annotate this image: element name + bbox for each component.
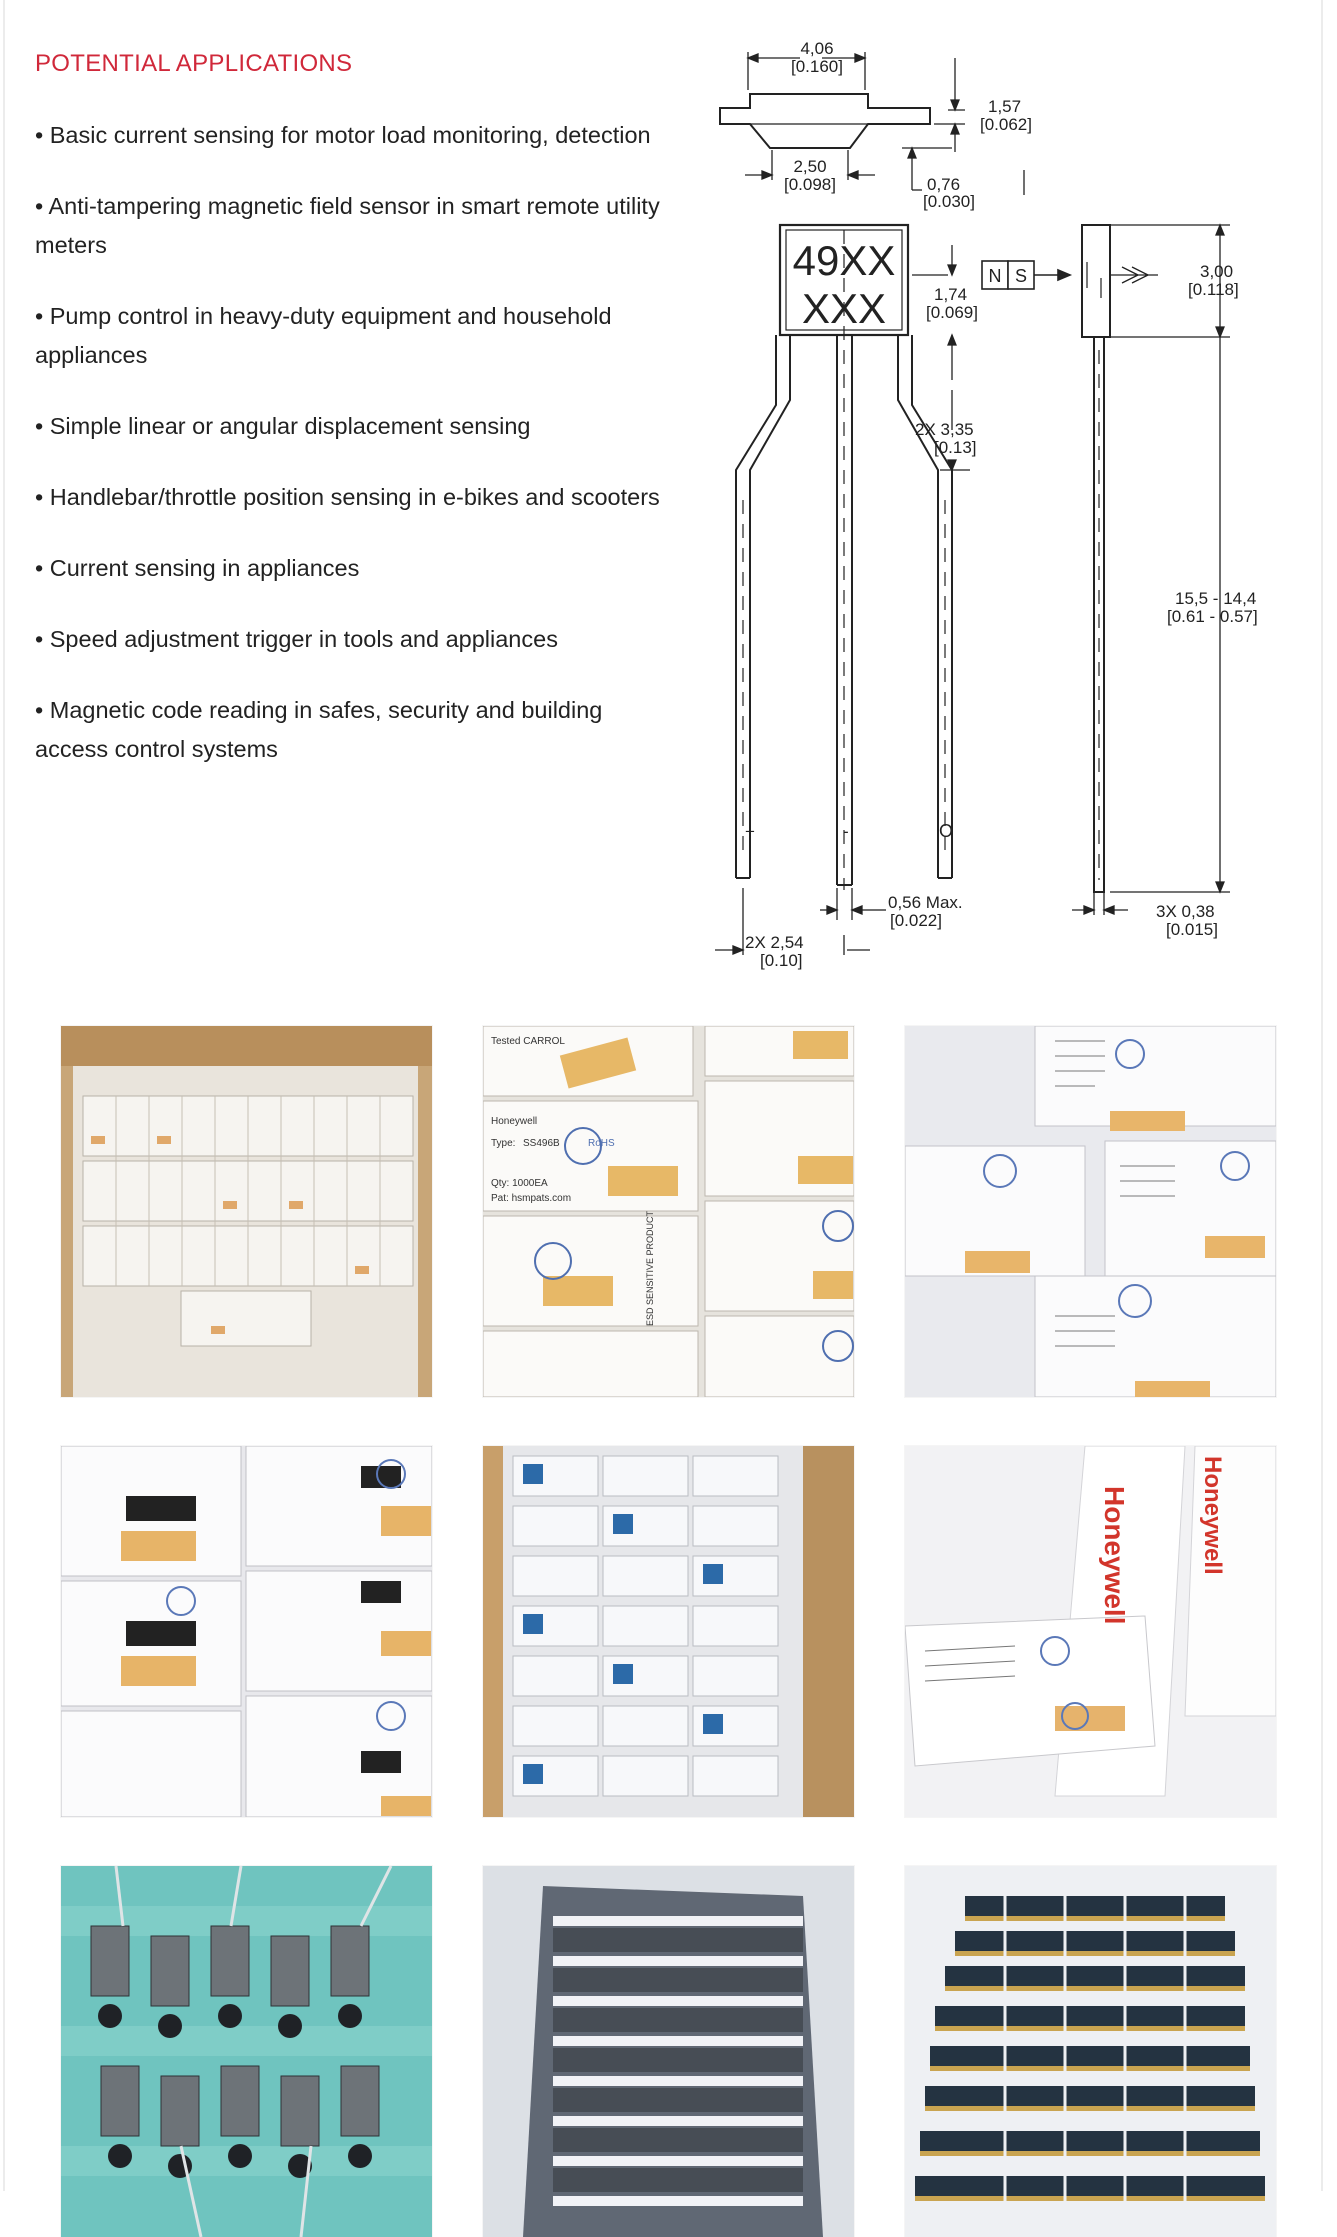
pole-s: S bbox=[1014, 266, 1028, 286]
pin-out: O bbox=[939, 821, 954, 841]
photo-label-type-val: SS496B bbox=[523, 1138, 560, 1149]
list-item: • Handlebar/throttle position sensing in e-bikes and scooters bbox=[35, 484, 660, 510]
dim-lip: 0,76 bbox=[927, 175, 961, 194]
marking-line-1: 49XX bbox=[792, 237, 896, 284]
list-item: • Anti-tampering magnetic field sensor in smart remote utility meters bbox=[35, 193, 660, 258]
svg-text:Honeywell: Honeywell bbox=[1199, 1456, 1226, 1575]
photo-labelled-boxes-2[interactable] bbox=[905, 1026, 1276, 1397]
photo-label-type: Type: bbox=[491, 1138, 516, 1149]
pole-n: N bbox=[988, 266, 1002, 286]
svg-text:Honeywell: Honeywell bbox=[1099, 1486, 1130, 1625]
dim-lead-length: 15,5 - 14,4 bbox=[1175, 589, 1257, 608]
dim-lead-width: 0,56 Max. bbox=[888, 893, 963, 912]
front-view-leads bbox=[736, 335, 952, 885]
photo-sensor-rows[interactable] bbox=[905, 1866, 1276, 2237]
dim-body-height-inch: [0.118] bbox=[1188, 280, 1239, 299]
dim-lip-inch: [0.030] bbox=[923, 192, 975, 211]
list-item: • Current sensing in appliances bbox=[35, 555, 360, 581]
dim-body-height: 3,00 bbox=[1200, 262, 1234, 281]
dim-top-width-inch: [0.160] bbox=[791, 57, 843, 76]
photo-bagged-sensors[interactable] bbox=[483, 1866, 854, 2237]
photo-label-qty: Qty: 1000EA bbox=[491, 1178, 548, 1189]
dim-pitch-inch: [0.10] bbox=[760, 951, 803, 970]
page-rail-left bbox=[3, 0, 5, 2191]
photo-label-rohs: RoHS bbox=[588, 1138, 615, 1149]
list-item: • Pump control in heavy-duty equipment and household appliances bbox=[35, 303, 612, 368]
dim-lead-length-inch: [0.61 - 0.57] bbox=[1167, 607, 1258, 626]
pin-plus: + bbox=[745, 822, 755, 841]
photo-label-tested: Tested CARROL bbox=[491, 1036, 565, 1047]
dim-lead-thick-inch: [0.015] bbox=[1166, 920, 1218, 939]
photo-boxed-sensors[interactable] bbox=[61, 1026, 432, 1397]
package-dimension-drawing bbox=[690, 30, 1290, 980]
photo-labelled-boxes-3[interactable] bbox=[61, 1446, 432, 1817]
photo-label-brand: Honeywell bbox=[491, 1116, 538, 1127]
dim-sensor: 1,74 bbox=[934, 285, 968, 304]
photo-label-pat: Pat: hsmpats.com bbox=[491, 1193, 572, 1204]
applications-title: POTENTIAL APPLICATIONS bbox=[35, 50, 353, 77]
photo-honeywell-boxes[interactable] bbox=[905, 1446, 1276, 1817]
list-item: • Speed adjustment trigger in tools and appliances bbox=[35, 626, 558, 652]
marking-line-2: XXX bbox=[801, 285, 887, 332]
dim-bend: 2X 3,35 bbox=[915, 420, 974, 439]
photo-labelled-boxes-1[interactable] bbox=[483, 1026, 854, 1397]
dim-thickness-inch: [0.062] bbox=[980, 115, 1032, 134]
side-view bbox=[1082, 225, 1110, 892]
photo-carton-stacks[interactable] bbox=[483, 1446, 854, 1817]
dim-sensor-inch: [0.069] bbox=[926, 303, 978, 322]
page-rail-right bbox=[1321, 0, 1323, 2191]
dim-lead-width-inch: [0.022] bbox=[890, 911, 942, 930]
dim-thickness: 1,57 bbox=[988, 97, 1022, 116]
list-item: • Basic current sensing for motor load monitoring, detection bbox=[35, 122, 651, 148]
photo-label-esd: ESD SENSITIVE PRODUCT bbox=[645, 1210, 655, 1326]
dim-face: 2,50 bbox=[793, 157, 827, 176]
applications-list bbox=[35, 116, 675, 769]
pin-minus: - bbox=[843, 822, 849, 841]
photo-limit-switches[interactable] bbox=[61, 1866, 432, 2237]
dim-face-inch: [0.098] bbox=[784, 175, 836, 194]
list-item: • Simple linear or angular displacement sensing bbox=[35, 413, 531, 439]
dim-top-width: 4,06 bbox=[800, 39, 834, 58]
top-view-package bbox=[720, 94, 930, 148]
list-item: • Magnetic code reading in safes, security and building access control systems bbox=[35, 697, 603, 762]
dim-lead-thick: 3X 0,38 bbox=[1156, 902, 1215, 921]
dim-bend-inch: [0.13] bbox=[934, 438, 977, 457]
applications-section bbox=[35, 50, 675, 801]
dim-pitch: 2X 2,54 bbox=[745, 933, 804, 952]
